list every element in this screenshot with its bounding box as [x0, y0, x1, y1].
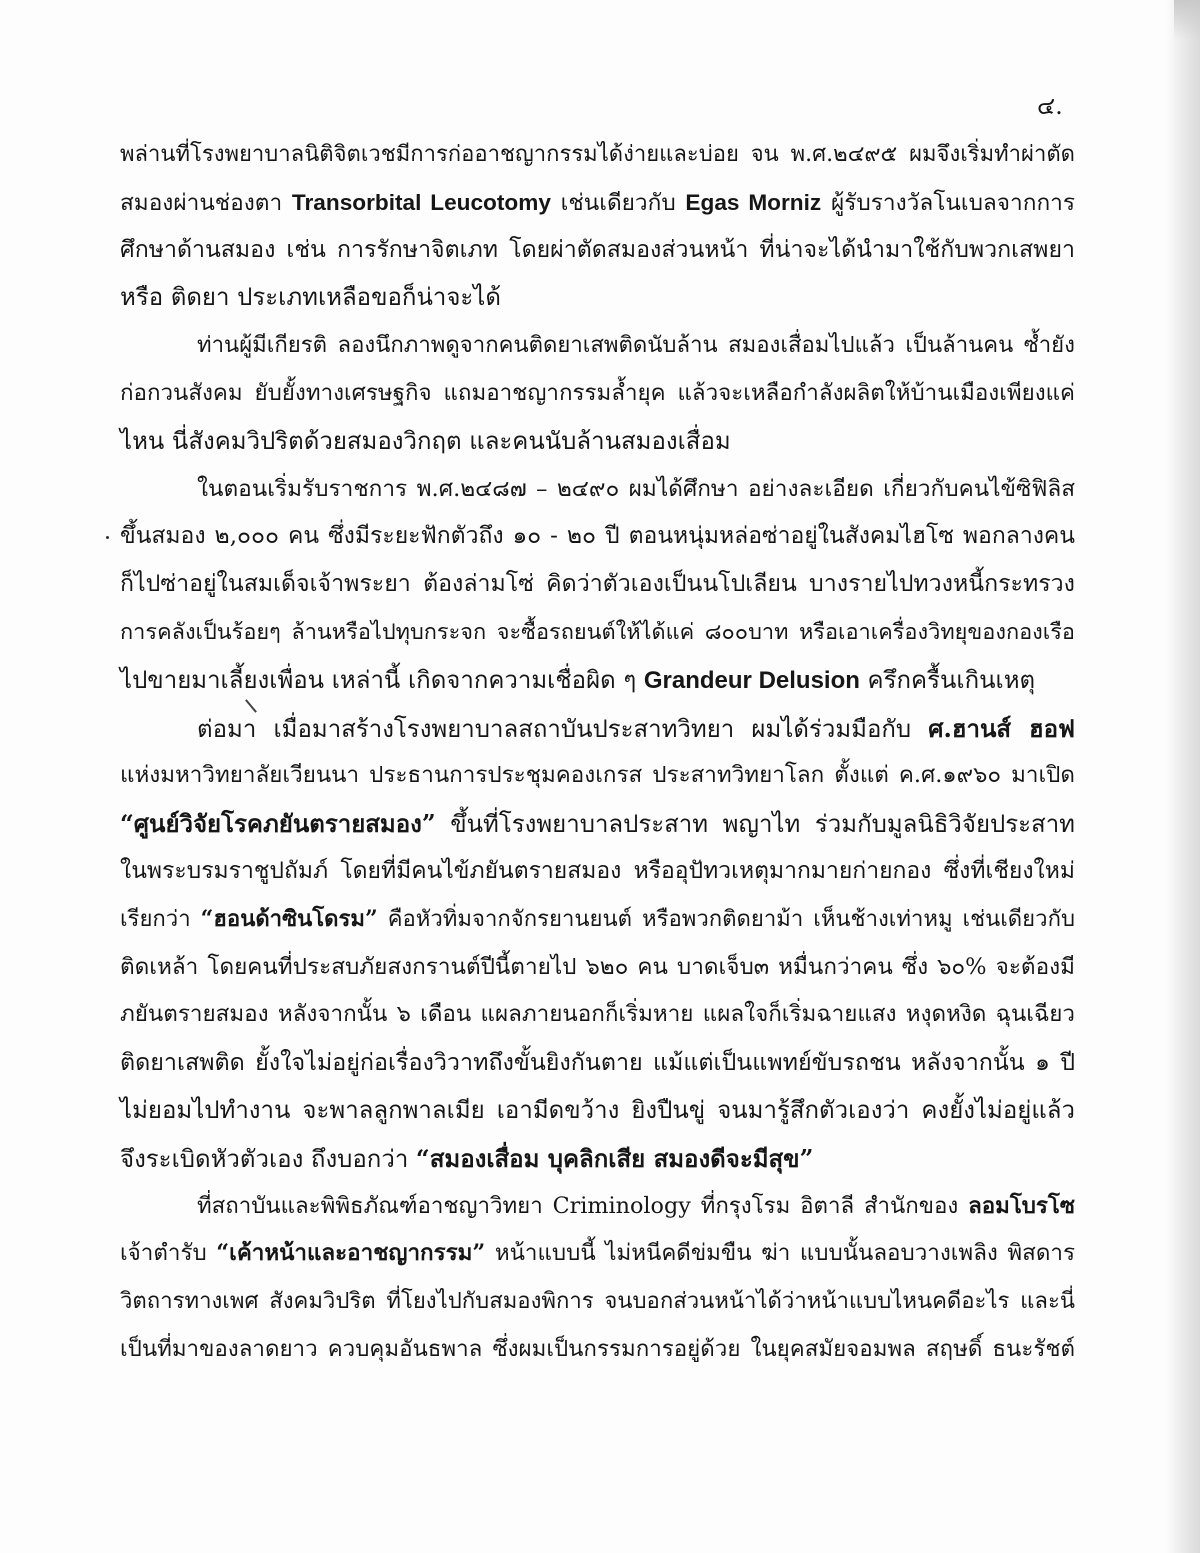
line-content: [120, 142, 1075, 167]
line-text: คือหัวทิ่มจากจักรยานยนต์ หรือพวกติดยาม้า เห็นช้างเท่าหมู เช่นเดียวกับ: [377, 905, 1076, 932]
text-line: [120, 370, 1075, 418]
paragraph: [120, 466, 1075, 705]
text-line: [120, 848, 1075, 896]
line-text: ที่สถาบันและพิพิธภัณฑ์อาชญาวิทยา Criminology ที่กรุงโรม อิตาลี สำนักของ: [197, 1192, 969, 1219]
text-line: [120, 1039, 1075, 1087]
emphasis-text: “ฮอนด้าซินโดรม”: [200, 905, 378, 932]
line-text: จึงระเบิดหัวตัวเอง ถึงบอกว่า: [120, 1144, 416, 1173]
line-text: เช่นเดียวกับ: [550, 189, 686, 216]
line-text: ภยันตรายสมอง หลังจากนั้น ๖ เดือน แผลภายนอกก็เริ่มหาย แผลใจก็เริ่มฉายแสง หงุดหงิด ฉุนเฉียว: [120, 1001, 1075, 1028]
line-content: [120, 1288, 1075, 1314]
emphasis-text: “สมองเสื่อม บุคลิกเสีย สมองดีจะมีสุข”: [415, 1143, 814, 1173]
emphasis-text: Grandeur Delusion: [643, 666, 860, 694]
line-text: ผู้รับรางวัลโนเบลจากการ: [821, 189, 1076, 216]
text-line: [120, 752, 1075, 800]
text-line: [120, 322, 1075, 370]
line-text: ในพระบรมราชูปถัมภ์ โดยที่มีคนไข้ภยันตรายสมอง หรืออุปัทวเหตุมากมายก่ายกอง ซึ่งที่เชียงใหม่: [120, 857, 1075, 884]
text-line: [120, 1183, 1075, 1231]
line-content: [120, 906, 1075, 932]
line-content: [120, 1049, 1075, 1076]
line-content: [120, 571, 1075, 597]
text-line: [120, 609, 1075, 657]
text-line: [120, 800, 1075, 848]
line-text: ก็ไปซ่าอยู่ในสมเด็จเจ้าพระยา ต้องล่ามโซ่ คิดว่าตัวเองเป็นนโปเลียน บางรายไปทวงหนี้กระทรวง: [120, 571, 1075, 598]
line-content: [120, 620, 1075, 645]
emphasis-text: “เค้าหน้าและอาชญากรรม”: [216, 1240, 486, 1267]
text-line: [120, 227, 1075, 275]
line-text: เรียกว่า: [120, 905, 201, 932]
line-text: ติดเหล้า โดยคนที่ประสบภัยสงกรานต์ปีนี้ตายไป ๖๒๐ คน บาดเจ็บ๓ หมื่นกว่าคน ซึ่ง ๖๐% จะต้องมี: [120, 953, 1075, 980]
emphasis-text: “ศูนย์วิจัยโรคภยันตรายสมอง”: [120, 809, 436, 839]
emphasis-text: ศ.ฮานส์ ฮอฟ: [928, 713, 1075, 743]
emphasis-text: ลอมโบรโซ: [968, 1192, 1075, 1219]
line-content: [197, 476, 1075, 502]
text-line: [120, 418, 1075, 466]
line-text: ต่อมา เมื่อมาสร้างโรงพยาบาลสถาบันประสาทวิทยา ผมได้ร่วมมือกับ: [197, 714, 929, 743]
line-content: [120, 190, 1075, 216]
text-line: [120, 561, 1075, 609]
text-line: [120, 991, 1075, 1039]
line-content: [120, 1145, 813, 1173]
line-text: ไปขายมาเลี้ยงเพื่อน เหล่านี้ เกิดจากความเชื่อผิด ๆ: [120, 665, 644, 694]
scan-edge-shadow: [1166, 0, 1200, 1553]
text-line: [120, 274, 1075, 322]
line-text: พล่านที่โรงพยาบาลนิติจิตเวชมีการก่ออาชญากรรมได้ง่ายและบ่อย จน พ.ศ.๒๔๙๕ ผมจึงเริ่มทำผ่าตัด: [120, 142, 1075, 167]
line-content: [120, 810, 1075, 838]
line-text: ติดยาเสพติด ยั้งใจไม่อยู่ก่อเรื่องวิวาทถึงขั้นยิงกันตาย แม้แต่เป็นแพทย์ขับรถชน หลังจากนั้น ๑ ปี: [120, 1049, 1075, 1077]
line-content: [120, 523, 1075, 549]
line-content: [197, 715, 1075, 743]
text-line: [120, 896, 1075, 944]
text-line: [120, 179, 1075, 227]
line-content: [120, 666, 1035, 694]
emphasis-text: Egas Morniz: [685, 189, 822, 215]
line-text: สมองผ่านช่องตา: [120, 189, 292, 216]
text-line: [120, 705, 1075, 753]
line-text: ขึ้นสมอง ๒,๐๐๐ คน ซึ่งมีระยะฟักตัวถึง ๑๐ - ๒๐ ปี ตอนหนุ่มหล่อซ่าอยู่ในสังคมไฮโซ พอกลางคน: [120, 523, 1075, 550]
line-text: ศึกษาด้านสมอง เช่น การรักษาจิตเภท โดยผ่าตัดสมองส่วนหน้า ที่น่าจะได้นำมาใช้กับพวกเสพยา: [120, 236, 1075, 263]
emphasis-text: Transorbital Leucotomy: [291, 189, 551, 215]
text-line: [120, 131, 1075, 179]
line-text: ครึกครื้นเกินเหตุ: [859, 665, 1036, 694]
line-text: เป็นที่มาของลาดยาว ควบคุมอันธพาล ซึ่งผมเป็นกรรมการอยู่ด้วย ในยุคสมัยจอมพล สฤษดิ์ ธนะรัชต์: [120, 1335, 1075, 1362]
text-line: [120, 1087, 1075, 1135]
line-content: [120, 858, 1075, 884]
line-text: หน้าแบบนี้ ไม่หนีคดีข่มขืน ฆ่า แบบนั้นลอบวางเพลิง พิสดาร: [485, 1240, 1075, 1267]
line-content: [120, 762, 1075, 788]
scan-corner-shadow: [1174, 0, 1200, 40]
line-text: วิตถารทางเพศ สังคมวิปริต ที่โยงไปกับสมองพิการ จนบอกส่วนหน้าได้ว่าหน้าแบบไหนคดีอะไร และนี่: [120, 1288, 1075, 1315]
scan-speck: [106, 536, 109, 539]
line-content: [197, 332, 1075, 358]
line-text: ก่อกวนสังคม ยับยั้งทางเศรษฐกิจ แถมอาชญากรรมล้ำยุค แล้วจะเหลือกำลังผลิตให้บ้านเมืองเพียงแค่: [120, 379, 1075, 406]
line-content: [120, 380, 1075, 406]
line-content: [197, 1193, 1075, 1219]
line-text: การคลังเป็นร้อยๆ ล้านหรือไปทุบกระจก จะซื้อรถยนต์ให้ได้แค่ ๘๐๐บาท หรือเอาเครื่องวิทยุของกองเรือ: [120, 619, 1075, 645]
text-line: [120, 466, 1075, 514]
line-text: ท่านผู้มีเกียรติ ลองนึกภาพดูจากคนติดยาเสพติดนับล้าน สมองเสื่อมไปแล้ว เป็นล้านคน ซ้ำยัง: [197, 332, 1075, 359]
line-content: [120, 237, 1075, 263]
line-text: ขึ้นที่โรงพยาบาลประสาท พญาไท ร่วมกับมูลนิธิวิจัยประสาท: [435, 810, 1075, 839]
line-text: หรือ ติดยา ประเภทเหลือขอก็น่าจะได้: [120, 283, 501, 312]
line-text: ไหน นี่สังคมวิปริตด้วยสมองวิกฤต และคนนับล้านสมองเสื่อม: [120, 426, 731, 455]
line-content: [120, 1096, 1075, 1124]
paragraph: [120, 322, 1075, 465]
line-content: [120, 1336, 1075, 1362]
page-number: ๔.: [1037, 92, 1063, 120]
text-line: [120, 657, 1075, 705]
text-line: [120, 1230, 1075, 1278]
paragraph: [120, 131, 1075, 322]
text-line: [120, 1326, 1075, 1374]
paragraph: [120, 705, 1075, 1183]
body-text: [120, 131, 1075, 1374]
line-text: ในตอนเริ่มรับราชการ พ.ศ.๒๔๘๗ – ๒๔๙๐ ผมได้ศึกษา อย่างละเอียด เกี่ยวกับคนไข้ซิฟิลิส: [197, 475, 1075, 502]
text-line: [120, 1278, 1075, 1326]
line-content: [120, 954, 1075, 980]
line-text: แห่งมหาวิทยาลัยเวียนนา ประธานการประชุมคองเกรส ประสาทวิทยาโลก ตั้งแต่ ค.ศ.๑๙๖๐ มาเปิด: [120, 762, 1075, 789]
line-content: [120, 427, 731, 455]
line-text: ไม่ยอมไปทำงาน จะพาลลูกพาลเมีย เอามีดขว้าง ยิงปืนขู่ จนมารู้สึกตัวเองว่า คงยั้งไม่อยู่แล้ว: [120, 1095, 1075, 1124]
line-content: [120, 1001, 1075, 1027]
text-line: [120, 513, 1075, 561]
text-line: [120, 944, 1075, 992]
line-text: เจ้าตำรับ: [120, 1240, 217, 1267]
text-line: [120, 1135, 1075, 1183]
paragraph: [120, 1183, 1075, 1374]
line-content: [120, 1240, 1075, 1266]
line-content: [120, 283, 501, 311]
